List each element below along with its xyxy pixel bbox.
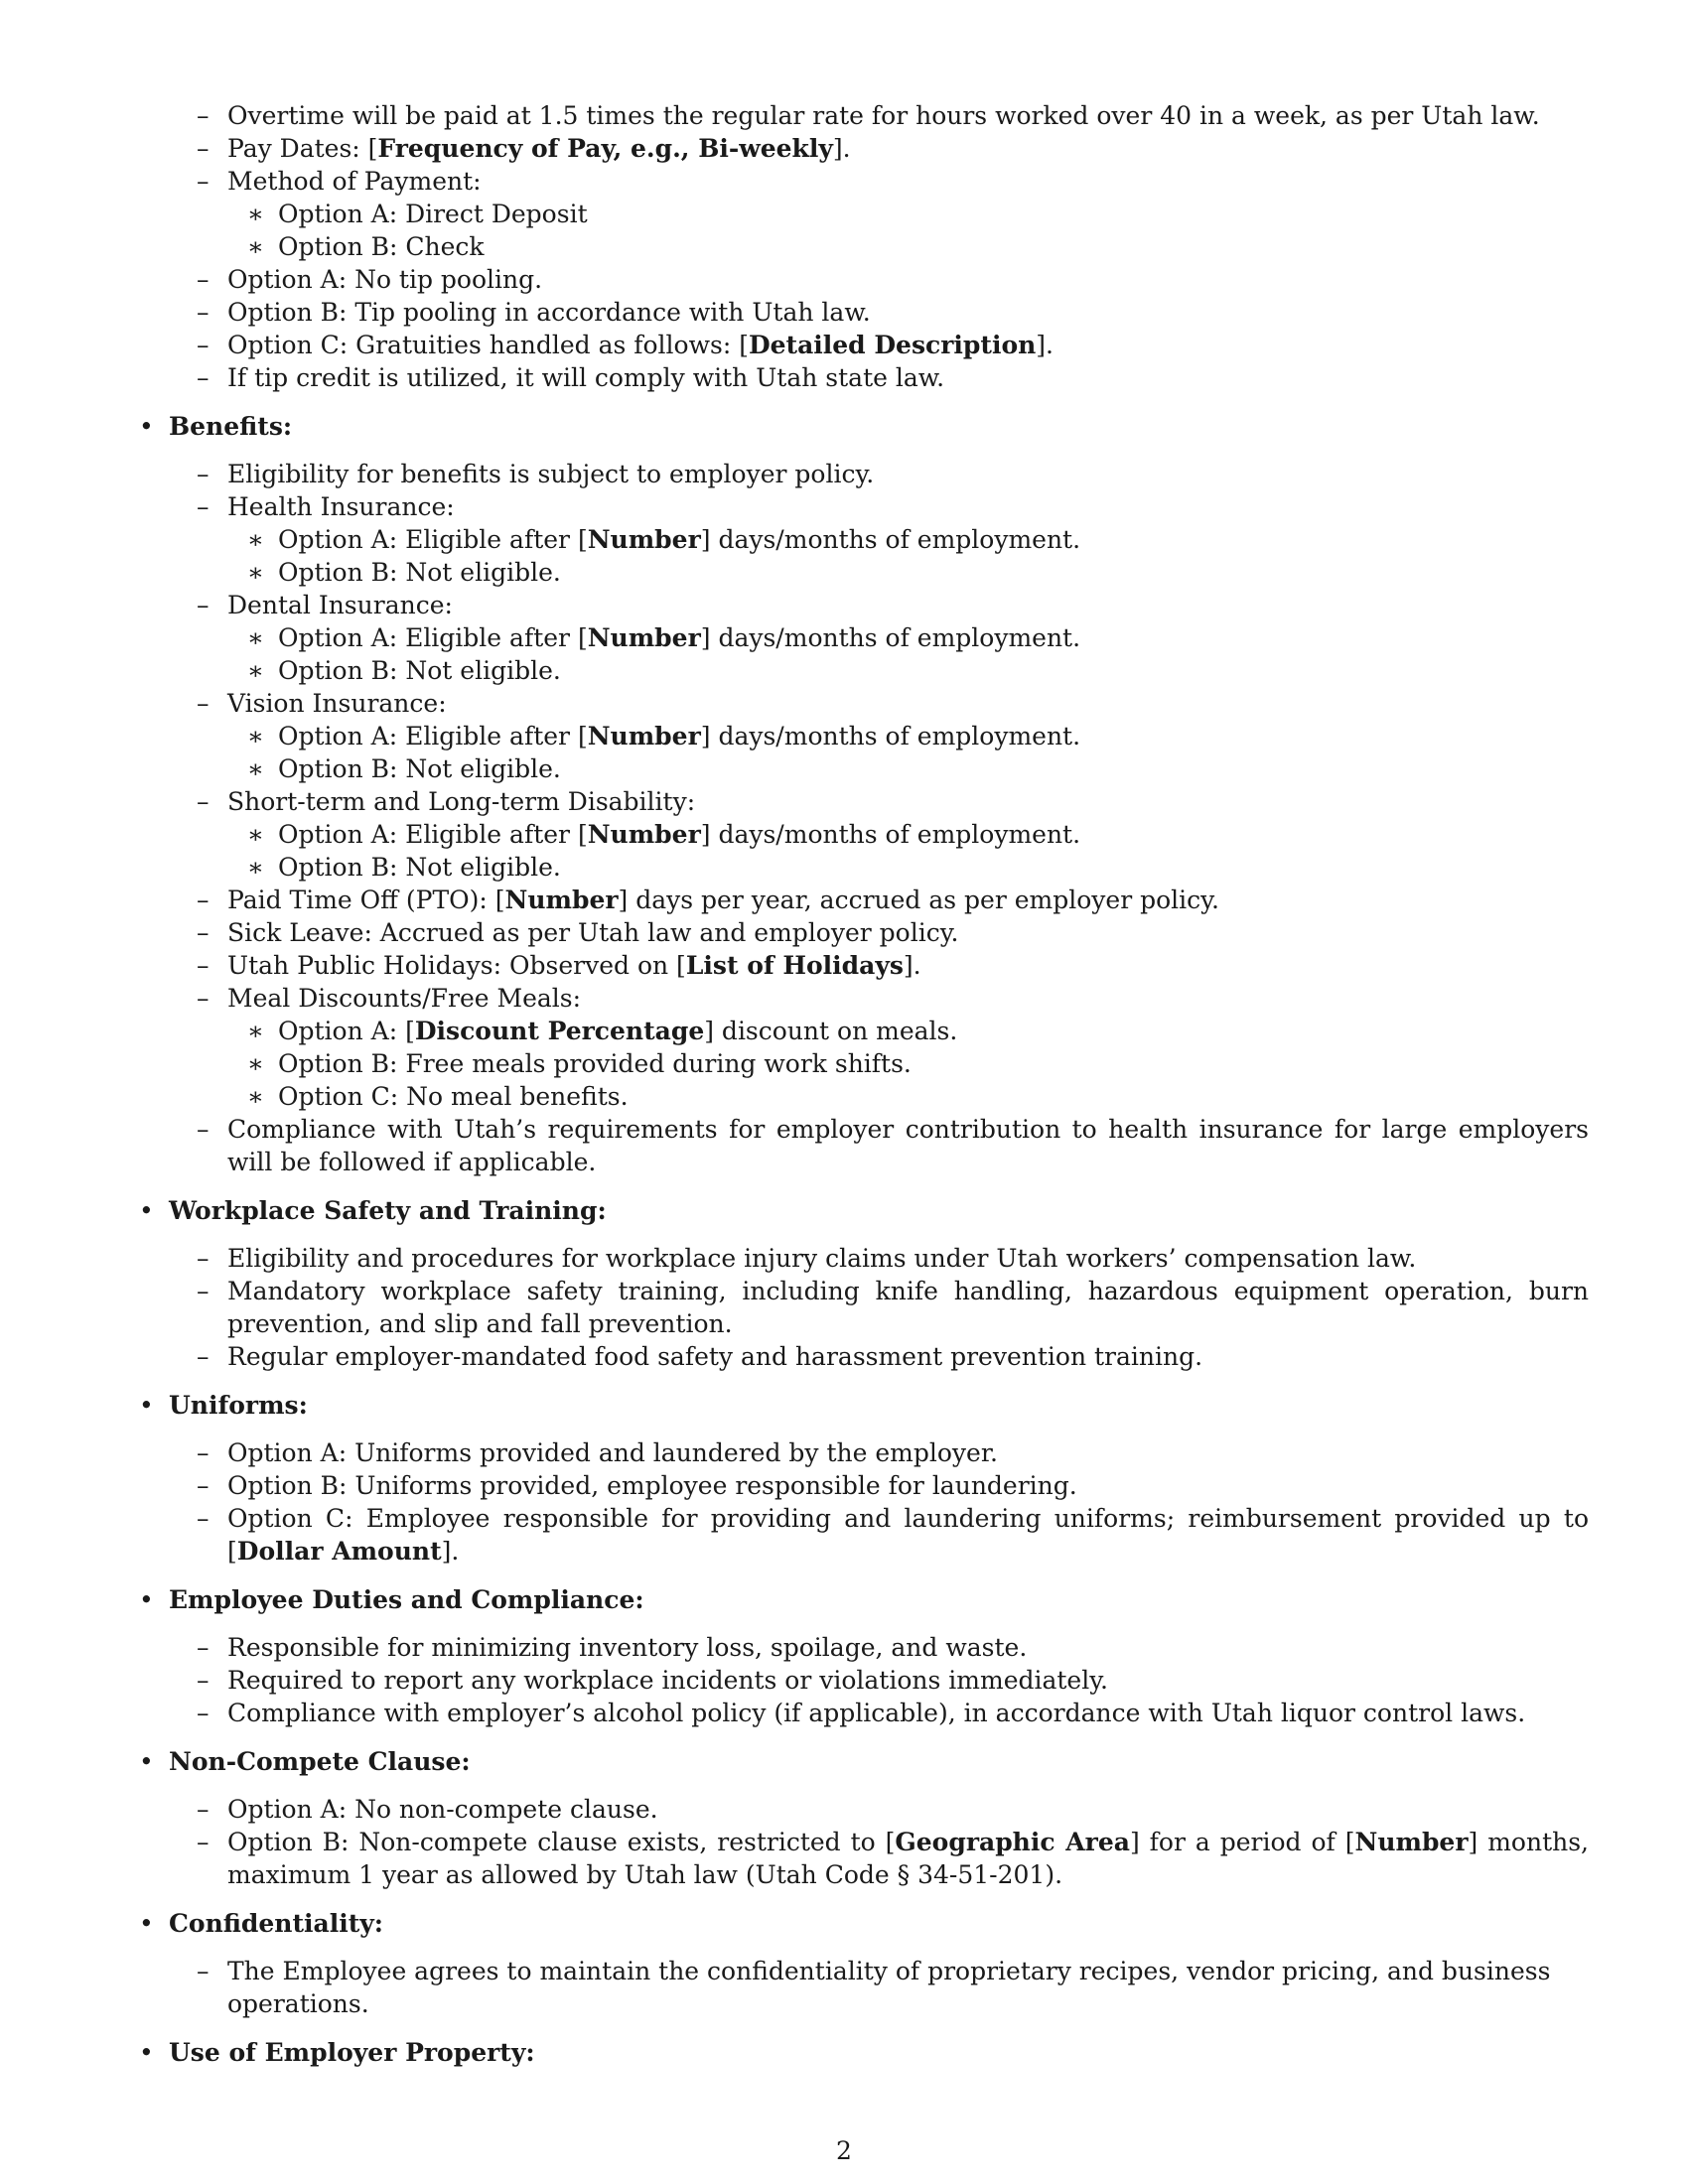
- page-number: 2: [836, 2136, 852, 2165]
- sick-leave-item: [169, 916, 1589, 949]
- health-option-a-prefix: Option A: Eligible after [: [278, 525, 588, 554]
- meals-option-a-prefix: Option A: [: [278, 1017, 415, 1045]
- noncompete-option-b-mid: ] for a period of [: [1129, 1828, 1355, 1856]
- tip-credit-item: [139, 361, 1589, 394]
- benefits-heading: • Benefits:: [169, 412, 293, 441]
- duties-item-text: Compliance with employer’s alcohol policy (if applicable), in accordance with Utah liquor control laws.: [227, 1699, 1526, 1727]
- method-options-list: [227, 198, 1589, 263]
- vision-insurance-label: Vision Insurance:: [227, 689, 447, 718]
- confidentiality-item: [169, 1955, 1589, 2020]
- safety-heading: • Workplace Safety and Training:: [169, 1196, 607, 1225]
- health-insurance-item: [169, 490, 1589, 589]
- dental-insurance-label: Dental Insurance:: [227, 591, 453, 619]
- disability-option-a: [227, 818, 1589, 851]
- dental-option-a-suffix: ] days/months of employment.: [700, 623, 1081, 652]
- dental-options: [227, 621, 1589, 687]
- noncompete-option-a: [169, 1793, 1589, 1826]
- safety-section: [139, 1194, 1589, 1373]
- confidentiality-section: [139, 1907, 1589, 2020]
- pto-suffix: ] days per year, accrued as per employer policy.: [618, 886, 1219, 914]
- tip-option-c: [139, 329, 1589, 361]
- tip-option-a-text: Option A: No tip pooling.: [227, 265, 543, 294]
- uniforms-option-c-suffix: ].: [441, 1537, 460, 1566]
- holidays-suffix: ].: [903, 951, 921, 980]
- uniforms-option-c-prefix: Option C: Employee responsible for providing and laundering uniforms; reimbursement provided up to [: [227, 1504, 1589, 1566]
- meals-options: [227, 1015, 1589, 1113]
- method-option-b-text: Option B: Check: [278, 232, 485, 261]
- health-option-a-suffix: ] days/months of employment.: [700, 525, 1081, 554]
- safety-item-text: Eligibility and procedures for workplace injury claims under Utah workers’ compensation law.: [227, 1244, 1417, 1273]
- pay-dates-item: [139, 132, 1589, 165]
- holidays-item: [169, 949, 1589, 982]
- duties-item-text: Required to report any workplace incidents or violations immediately.: [227, 1666, 1108, 1695]
- overtime-item: [139, 99, 1589, 132]
- health-insurance-label: Health Insurance:: [227, 492, 455, 521]
- dental-option-a-placeholder: Number: [587, 623, 701, 652]
- health-contribution-text: Compliance with Utah’s requirements for employer contribution to health insurance for large employers will be followed if applicable.: [227, 1115, 1589, 1176]
- pto-prefix: Paid Time Off (PTO): [: [227, 886, 505, 914]
- pay-dates-prefix: Pay Dates: [: [227, 134, 378, 163]
- disability-label: Short-term and Long-term Disability:: [227, 787, 696, 816]
- method-option-a: [227, 198, 1589, 230]
- uniforms-option-b-text: Option B: Uniforms provided, employee responsible for laundering.: [227, 1471, 1077, 1500]
- dental-option-b-text: Option B: Not eligible.: [278, 656, 561, 685]
- vision-option-b: [227, 752, 1589, 785]
- document-body: [139, 99, 1589, 2084]
- pay-dates-suffix: ].: [832, 134, 851, 163]
- duties-section: [139, 1583, 1589, 1729]
- meals-option-b: [227, 1047, 1589, 1080]
- disability-option-a-placeholder: Number: [587, 820, 701, 849]
- pay-dates-placeholder: Frequency of Pay, e.g., Bi-weekly: [377, 134, 833, 163]
- vision-options: [227, 720, 1589, 785]
- meals-option-c: [227, 1080, 1589, 1113]
- uniforms-option-b: [169, 1469, 1589, 1502]
- vision-option-b-text: Option B: Not eligible.: [278, 754, 561, 783]
- disability-options: [227, 818, 1589, 884]
- noncompete-list: [169, 1793, 1589, 1891]
- sick-leave-text: Sick Leave: Accrued as per Utah law and employer policy.: [227, 918, 959, 947]
- health-options: [227, 523, 1589, 589]
- safety-item-text: Mandatory workplace safety training, including knife handling, hazardous equipment operation, burn prevention, and slip and fall prevention.: [227, 1277, 1589, 1338]
- noncompete-months-placeholder: Number: [1354, 1828, 1469, 1856]
- noncompete-option-b-suffix: ] months, maximum 1 year as allowed by Utah law (Utah Code § 34-51-201).: [227, 1828, 1589, 1889]
- disability-item: [169, 785, 1589, 884]
- noncompete-option-b-prefix: Option B: Non-compete clause exists, restricted to [: [227, 1828, 896, 1856]
- safety-item: [169, 1242, 1589, 1275]
- tip-option-b: [139, 296, 1589, 329]
- tip-option-a: [139, 263, 1589, 296]
- benefits-list: [169, 458, 1589, 1178]
- vision-option-a-prefix: Option A: Eligible after [: [278, 722, 588, 751]
- compensation-continued-list: [139, 99, 1589, 394]
- method-of-payment-item: [139, 165, 1589, 263]
- tip-option-c-placeholder: Detailed Description: [748, 331, 1037, 359]
- method-label: Method of Payment:: [227, 167, 482, 196]
- duties-item: [169, 1697, 1589, 1729]
- uniforms-section: [139, 1389, 1589, 1568]
- meals-option-a-suffix: ] discount on meals.: [704, 1017, 958, 1045]
- duties-heading: • Employee Duties and Compliance:: [169, 1585, 644, 1614]
- uniforms-option-c: [169, 1502, 1589, 1568]
- tip-credit-text: If tip credit is utilized, it will comply with Utah state law.: [227, 363, 945, 392]
- noncompete-heading: • Non-Compete Clause:: [169, 1747, 471, 1776]
- section-list: [139, 410, 1589, 2069]
- uniforms-heading: • Uniforms:: [169, 1391, 308, 1420]
- health-option-a-placeholder: Number: [587, 525, 701, 554]
- dental-option-a: [227, 621, 1589, 654]
- uniforms-list: [169, 1436, 1589, 1568]
- method-option-a-text: Option A: Direct Deposit: [278, 200, 588, 228]
- noncompete-geo-placeholder: Geographic Area: [895, 1828, 1130, 1856]
- meals-label: Meal Discounts/Free Meals:: [227, 984, 582, 1013]
- duties-item: [169, 1664, 1589, 1697]
- tip-option-c-suffix: ].: [1036, 331, 1054, 359]
- tip-option-b-text: Option B: Tip pooling in accordance with Utah law.: [227, 298, 871, 327]
- noncompete-section: [139, 1745, 1589, 1891]
- overtime-text: Overtime will be paid at 1.5 times the regular rate for hours worked over 40 in a week, as per Utah law.: [227, 101, 1540, 130]
- property-heading: • Use of Employer Property:: [169, 2038, 535, 2067]
- meals-option-c-text: Option C: No meal benefits.: [278, 1082, 629, 1111]
- meals-option-b-text: Option B: Free meals provided during work shifts.: [278, 1049, 912, 1078]
- noncompete-option-b: [169, 1826, 1589, 1891]
- uniforms-option-c-placeholder: Dollar Amount: [236, 1537, 442, 1566]
- confidentiality-item-text: The Employee agrees to maintain the confidentiality of proprietary recipes, vendor pricing, and business operations.: [227, 1957, 1551, 2018]
- health-option-b-text: Option B: Not eligible.: [278, 558, 561, 587]
- health-option-b: [227, 556, 1589, 589]
- dental-option-a-prefix: Option A: Eligible after [: [278, 623, 588, 652]
- method-option-b: [227, 230, 1589, 263]
- disability-option-b-text: Option B: Not eligible.: [278, 853, 561, 882]
- disability-option-a-prefix: Option A: Eligible after [: [278, 820, 588, 849]
- property-section: [139, 2036, 1589, 2069]
- safety-list: [169, 1242, 1589, 1373]
- uniforms-option-a-text: Option A: Uniforms provided and laundered by the employer.: [227, 1438, 998, 1467]
- pto-placeholder: Number: [504, 886, 619, 914]
- duties-list: [169, 1631, 1589, 1729]
- health-option-a: [227, 523, 1589, 556]
- confidentiality-heading: • Confidentiality:: [169, 1909, 384, 1938]
- meals-option-a: [227, 1015, 1589, 1047]
- dental-option-b: [227, 654, 1589, 687]
- pto-item: [169, 884, 1589, 916]
- tip-option-c-prefix: Option C: Gratuities handled as follows: [: [227, 331, 749, 359]
- disability-option-b: [227, 851, 1589, 884]
- disability-option-a-suffix: ] days/months of employment.: [700, 820, 1081, 849]
- meals-option-a-placeholder: Discount Percentage: [414, 1017, 705, 1045]
- holidays-prefix: Utah Public Holidays: Observed on [: [227, 951, 686, 980]
- meals-item: [169, 982, 1589, 1113]
- safety-item: [169, 1340, 1589, 1373]
- safety-item-text: Regular employer-mandated food safety and harassment prevention training.: [227, 1342, 1203, 1371]
- safety-item: [169, 1275, 1589, 1340]
- dental-insurance-item: [169, 589, 1589, 687]
- duties-item: [169, 1631, 1589, 1664]
- health-contribution-item: [169, 1113, 1589, 1178]
- vision-insurance-item: [169, 687, 1589, 785]
- duties-item-text: Responsible for minimizing inventory loss, spoilage, and waste.: [227, 1633, 1028, 1662]
- confidentiality-list: [169, 1955, 1589, 2020]
- benefits-eligibility-text: Eligibility for benefits is subject to employer policy.: [227, 460, 875, 488]
- holidays-placeholder: List of Holidays: [685, 951, 904, 980]
- vision-option-a-placeholder: Number: [587, 722, 701, 751]
- uniforms-option-a: [169, 1436, 1589, 1469]
- noncompete-option-a-text: Option A: No non-compete clause.: [227, 1795, 658, 1824]
- benefits-eligibility: [169, 458, 1589, 490]
- vision-option-a-suffix: ] days/months of employment.: [700, 722, 1081, 751]
- benefits-section: [139, 410, 1589, 1178]
- vision-option-a: [227, 720, 1589, 752]
